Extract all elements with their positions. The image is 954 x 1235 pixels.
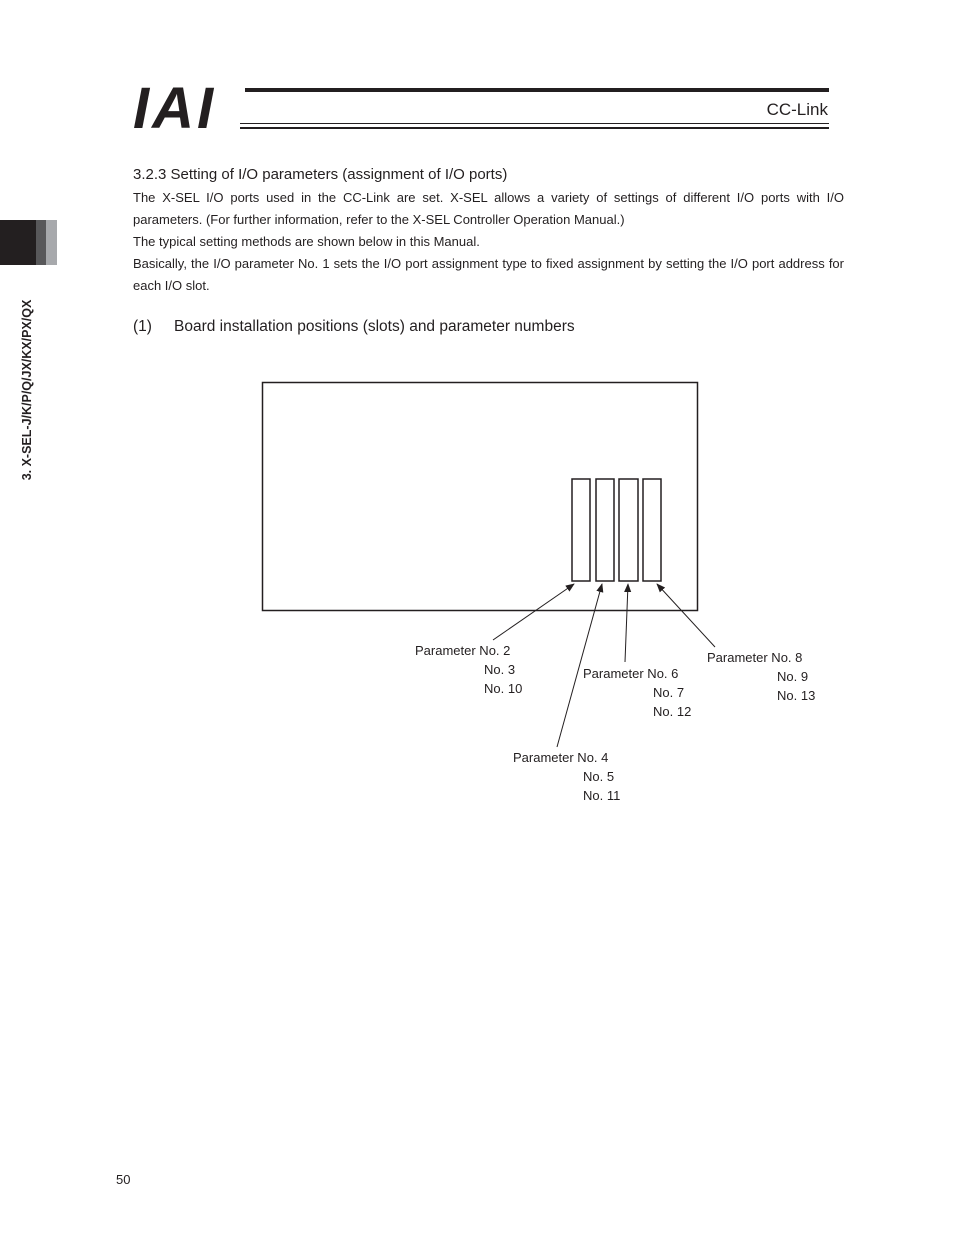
slot-1 [572, 479, 590, 581]
iai-logo: IAI [133, 76, 217, 141]
controller-outline [263, 383, 698, 611]
slot-3-label-param: Parameter No. 6 [583, 666, 679, 681]
slot-4-label-no-b: No. 13 [777, 688, 816, 703]
slot-3 [619, 479, 638, 581]
paragraph-basic: Basically, the I/O parameter No. 1 sets the I/O port assignment type to fixed assignment by setting the I/O port address for each I/O slot. [133, 256, 844, 293]
slot-1-label-no-a: No. 3 [484, 662, 516, 677]
arrow-slot-4 [657, 584, 715, 647]
slot-2 [596, 479, 614, 581]
slot-2-label-no-b: No. 11 [583, 788, 621, 803]
slot-4-label-no-a: No. 9 [777, 669, 809, 684]
slot-2-label-no-a: No. 5 [583, 769, 615, 784]
slot-3-label-no-b: No. 12 [653, 704, 692, 719]
slot-1-label-no-b: No. 10 [484, 681, 523, 696]
arrow-slot-3 [625, 584, 628, 662]
slot-3-label-no-a: No. 7 [653, 685, 685, 700]
subsection-title: Board installation positions (slots) and parameter numbers [174, 318, 575, 335]
slot-2-label-param: Parameter No. 4 [513, 750, 609, 765]
slot-4-label-param: Parameter No. 8 [707, 650, 803, 665]
paragraph-intro: The X-SEL I/O ports used in the CC-Link are set. X-SEL allows a variety of settings of different I/O ports with I/O parameters. (For further information, refer to the X-SEL Controller Operation Manual.) [133, 190, 844, 227]
arrow-slot-1 [493, 584, 574, 640]
page-number: 50 [116, 1172, 131, 1187]
subsection-number: (1) [133, 318, 152, 335]
section-heading: 3.2.3 Setting of I/O parameters (assignment of I/O ports) [133, 166, 508, 183]
chapter-side-label: 3. X-SEL-J/K/P/Q/JX/KX/PX/QX [20, 299, 34, 481]
paragraph-typical: The typical setting methods are shown below in this Manual. [133, 234, 480, 249]
slot-4 [643, 479, 661, 581]
product-name: CC-Link [766, 100, 828, 119]
slot-1-label-param: Parameter No. 2 [415, 643, 511, 658]
